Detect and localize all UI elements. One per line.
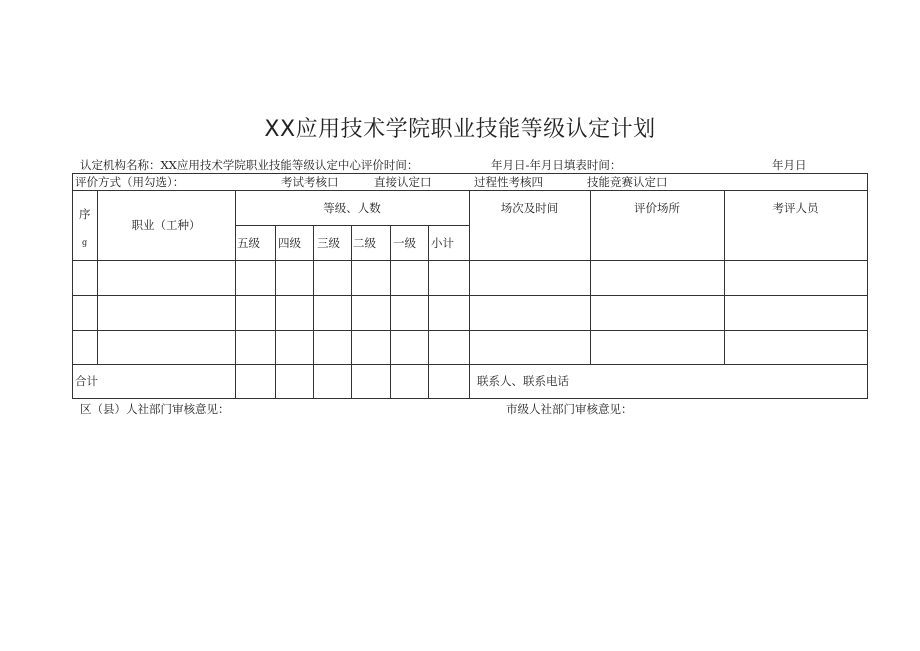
method-label: 评价方式（用勾选）： [75,175,185,189]
method-option-exam[interactable]: 考试考核口 [281,175,339,189]
header-level-5: 五级 [237,236,260,250]
header-grade-count: 等级、人数 [323,201,381,215]
header-subtotal: 小计 [431,236,454,250]
header-seq-sub: g [82,238,88,247]
org-label: 认定机构名称：XX应用技术学院职业技能等级认定中心评价时间： [80,158,419,172]
method-option-competition[interactable]: 技能竞赛认定口 [587,175,668,189]
header-occupation: 职业（工种） [131,218,201,232]
header-level-4: 四级 [278,236,301,250]
info-line [80,157,840,173]
district-opinion-label: 区（县）人社部门审核意见： [80,402,230,416]
header-level-1: 一级 [393,236,416,250]
method-option-direct[interactable]: 直接认定口 [374,175,432,189]
header-level-2: 二级 [353,236,376,250]
page-title: XX应用技术学院职业技能等级认定计划 [264,117,656,142]
fill-date-label: 年月日 [772,158,807,172]
contact-label: 联系人、联系电话 [477,374,569,388]
header-session-time: 场次及时间 [500,201,559,215]
plan-table [72,173,868,399]
header-level-3: 三级 [317,236,340,250]
date-range-label: 年月日-年月日填表时间： [491,158,622,172]
method-option-process[interactable]: 过程性考核四 [474,175,543,189]
city-opinion-label: 市级人社部门审核意见： [506,402,633,416]
total-label: 合计 [75,374,98,388]
header-assessors: 考评人员 [772,201,819,215]
header-seq: 序 [79,207,91,221]
header-venue: 评价场所 [634,201,680,215]
